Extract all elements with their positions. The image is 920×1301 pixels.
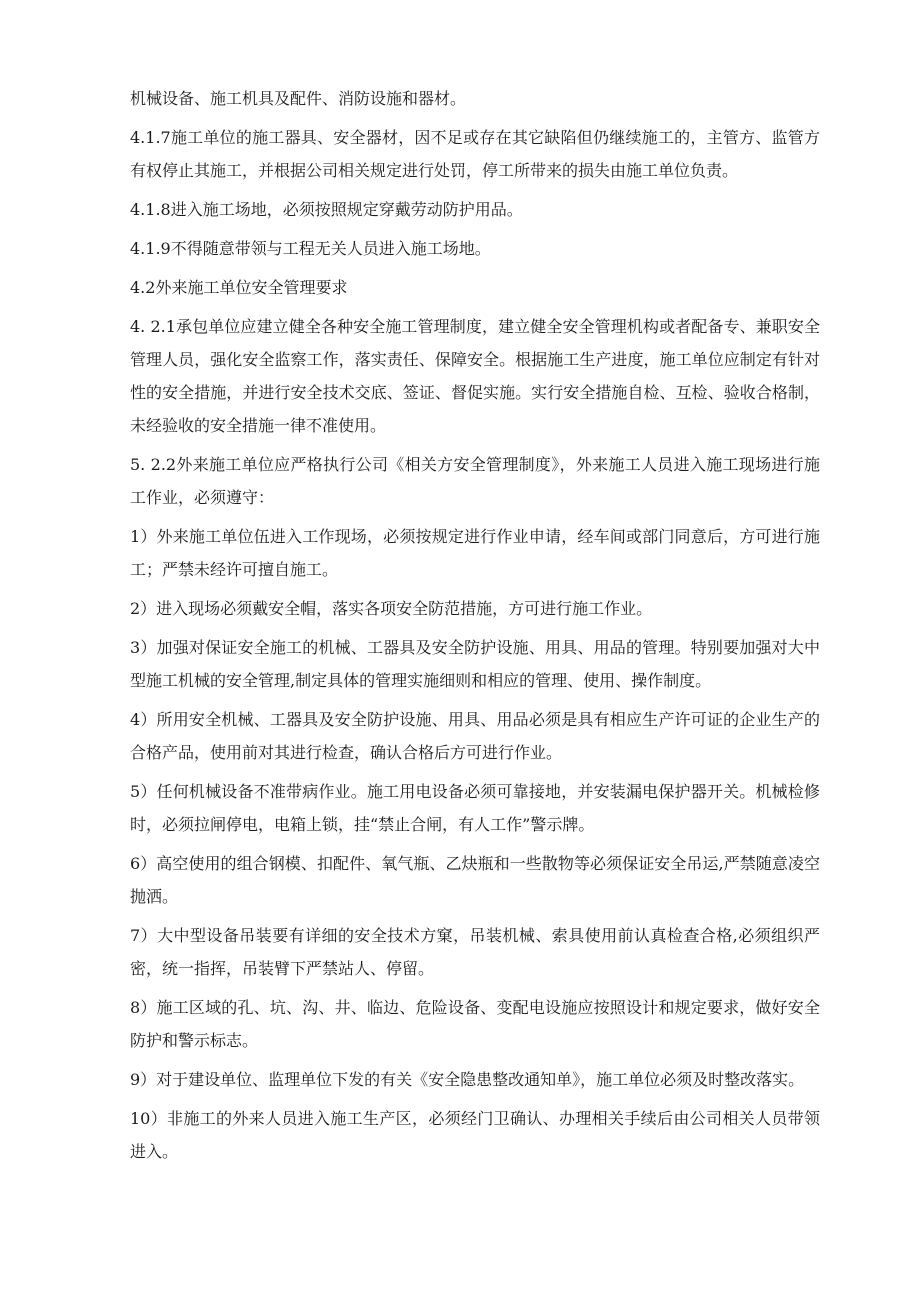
paragraph-1: 机械设备、施工机具及配件、消防设施和器材。 [130, 89, 467, 108]
list-item-9: 9）对于建设单位、监理单位下发的有关《安全隐患整改通知单》，施工单位必须及时整改落实。 [130, 1070, 805, 1089]
list-item-2: 2）进入现场必须戴安全帽，落实各项安全防范措施，方可进行施工作业。 [130, 599, 653, 618]
paragraph-7: 5. 2.2外来施工单位应严格执行公司《相关方安全管理制度》，外来施工人员进入施工现场进行施工作业，必须遵守： [130, 455, 820, 507]
list-item-3: 3）加强对保证安全施工的机械、工器具及安全防护设施、用具、用品的管理。特别要加强对大中型施工机械的安全管理,制定具体的管理实施细则和相应的管理、使用、操作制度。 [130, 638, 820, 690]
section-heading-4-2: 4.2外来施工单位安全管理要求 [130, 278, 348, 297]
paragraph-3: 4.1.8进入施工场地，必须按照规定穿戴劳动防护用品。 [130, 200, 523, 219]
list-item-5: 5）任何机械设备不准带病作业。施工用电设备必须可靠接地，并安装漏电保护器开关。机械检修时，必须拉闸停电，电箱上锁，挂“禁止合闸，有人工作”警示牌。 [130, 782, 820, 834]
list-item-7: 7）大中型设备吊装要有详细的安全技术方窠，吊装机械、索具使用前认真检查合格,必须组织严密，统一指挥，吊装臂下严禁站人、停留。 [130, 926, 820, 978]
list-item-8: 8）施工区域的孔、坑、沟、井、临边、危险设备、变配电设施应按照设计和规定要求，做好安全防护和警示标志。 [130, 998, 820, 1050]
list-item-4: 4）所用安全机械、工器具及安全防护设施、用具、用品必须是具有相应生产许可证的企业生产的合格产品，使用前对其进行检查，确认合格后方可进行作业。 [130, 710, 820, 762]
paragraph-6: 4. 2.1承包单位应建立健全各种安全施工管理制度，建立健全安全管理机构或者配备专、兼职安全管理人员，强化安全监察工作，落实责任、保障安全。根据施工生产进度，施工单位应制定有针对性的安全措施，并进行安全技术交底、签证、督促实施。实行安全措施自检、互检、验收合格制，未经验收的安全措施一律不准使用。 [130, 317, 820, 435]
document-body [130, 82, 820, 1174]
paragraph-4: 4.1.9不得随意带领与工程无关人员进入施工场地。 [130, 239, 491, 258]
list-item-10: 10）非施工的外来人员进入施工生产区，必须经门卫确认、办理相关手续后由公司相关人员带领进入。 [130, 1109, 820, 1161]
list-item-6: 6）高空使用的组合钢模、扣配件、氧气瓶、乙炔瓶和一些散物等必须保证安全吊运,严禁随意凌空抛洒。 [130, 854, 820, 906]
list-item-1: 1）外来施工单位伍进入工作现场，必须按规定进行作业申请，经车间或部门同意后，方可进行施工；严禁未经许可擅自施工。 [130, 527, 820, 579]
paragraph-2: 4.1.7施工单位的施工器具、安全器材，因不足或存在其它缺陷但仍继续施工的，主管方、监管方有权停止其施工，并根据公司相关规定进行处罚，停工所带来的损失由施工单位负责。 [130, 128, 820, 180]
